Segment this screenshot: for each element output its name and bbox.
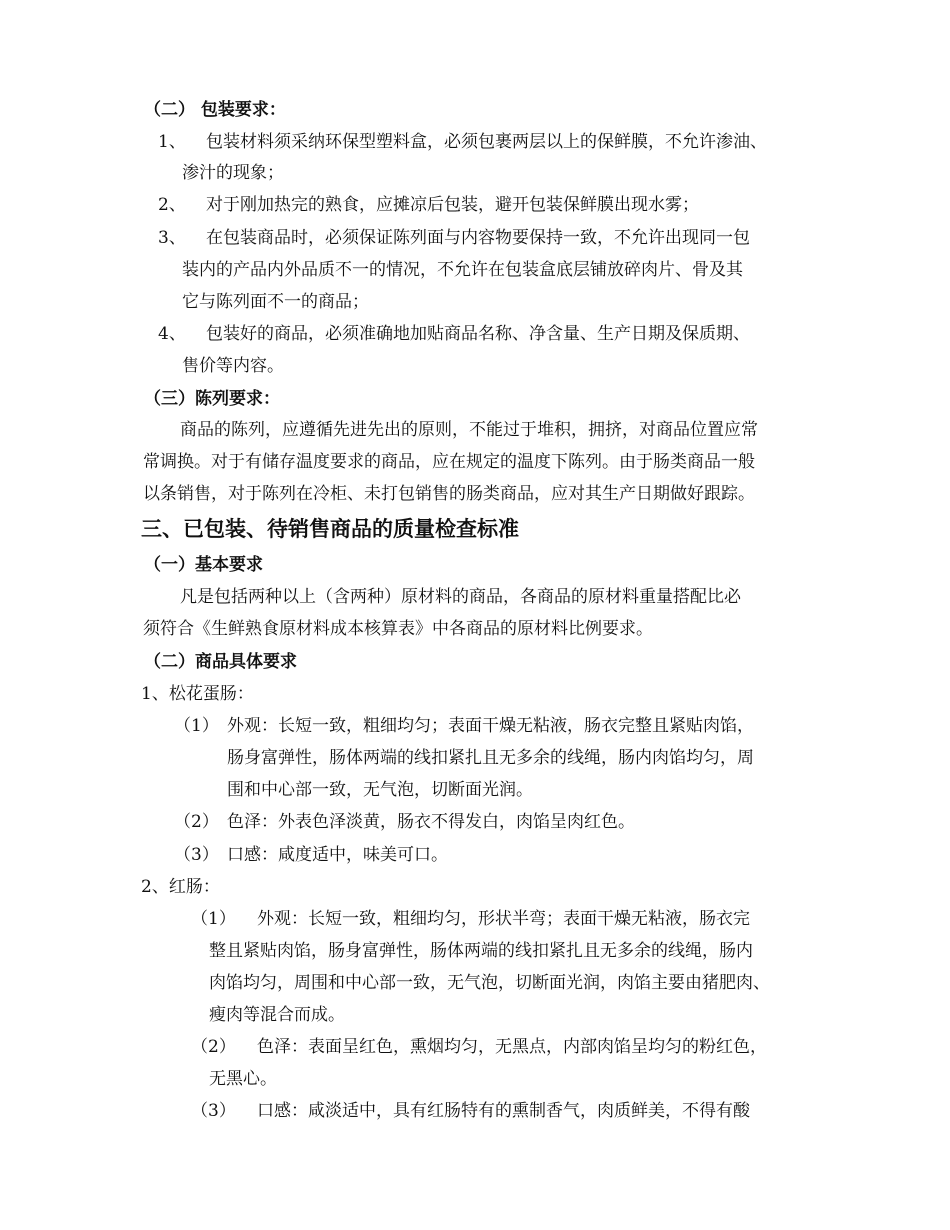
paragraph-line: 肉馅均匀，周围和中心部一致，无气泡，切断面光润，肉馅主要由猪肥肉、 (209, 973, 770, 993)
item-number: 3、 (158, 228, 186, 248)
item-number: 2、 (158, 195, 186, 215)
paragraph-line: 外观：长短一致，粗细均匀，形状半弯；表面干燥无粘液，肠衣完 (257, 909, 750, 929)
paragraph-line: 整且紧贴肉馅，肠身富弹性，肠体两端的线扣紧扎且无多余的线绳，肠内 (209, 941, 753, 961)
paragraph-line: 它与陈列面不一的商品； (182, 292, 369, 312)
paragraph-line: 须符合《生鲜熟食原材料成本核算表》中各商品的原材料比例要求。 (143, 619, 653, 639)
paragraph-line: 肠身富弹性，肠体两端的线扣紧扎且无多余的线绳，肠内肉馅均匀，周 (227, 748, 754, 768)
item-number: （2） (191, 1037, 236, 1057)
item-number: 1、 (158, 132, 186, 152)
product-title: 2、红肠： (141, 877, 220, 897)
paragraph-line: 商品的陈列，应遵循先进先出的原则，不能过于堆积，拥挤，对商品位置应常 (180, 420, 758, 440)
paragraph-line: 无黑心。 (209, 1069, 277, 1089)
paragraph-line: 围和中心部一致，无气泡，切断面光润。 (227, 780, 533, 800)
paragraph-line: 渗汁的现象； (182, 163, 284, 183)
paragraph-line: 口感：咸度适中，味美可口。 (227, 845, 448, 865)
paragraph-line: 外观：长短一致，粗细均匀；表面干燥无粘液，肠衣完整且紧贴肉馅， (227, 716, 754, 736)
paragraph-line: 色泽：表面呈红色，熏烟均匀，无黑点，内部肉馅呈均匀的粉红色， (257, 1037, 767, 1057)
item-number: （3） (174, 845, 219, 865)
paragraph-line: 在包装商品时，必须保证陈列面与内容物要保持一致，不允许出现同一包 (206, 228, 750, 248)
section-heading-specific: （二）商品具体要求 (144, 652, 297, 672)
paragraph-line: 常调换。对于有储存温度要求的商品，应在规定的温度下陈列。由于肠类商品一般 (143, 452, 755, 472)
paragraph-line: 以条销售，对于陈列在冷柜、未打包销售的肠类商品，应对其生产日期做好跟踪。 (143, 484, 755, 504)
paragraph-line: 售价等内容。 (182, 356, 284, 376)
paragraph-line: 包装好的商品，必须准确地加贴商品名称、净含量、生产日期及保质期、 (206, 324, 750, 344)
section-heading-packaging: （二） 包装要求： (144, 100, 286, 120)
item-number: 4、 (158, 324, 186, 344)
item-number: （1） (191, 909, 236, 929)
section-heading-display: （三）陈列要求： (144, 389, 280, 409)
item-number: （2） (174, 812, 219, 832)
paragraph-line: 包装材料须采纳环保型塑料盒，必须包裹两层以上的保鲜膜，不允许渗油、 (206, 132, 767, 152)
chapter-title: 三、已包装、待销售商品的质量检查标准 (141, 516, 519, 541)
paragraph-line: 凡是包括两种以上（含两种）原材料的商品，各商品的原材料重量搭配比必 (180, 587, 741, 607)
paragraph-line: 色泽：外表色泽淡黄，肠衣不得发白，肉馅呈肉红色。 (227, 812, 635, 832)
paragraph-line: 对于刚加热完的熟食，应摊凉后包装，避开包装保鲜膜出现水雾； (206, 195, 699, 215)
item-number: （1） (174, 716, 219, 736)
product-title: 1、松花蛋肠： (141, 684, 254, 704)
item-number: （3） (191, 1101, 236, 1121)
section-heading-basic: （一）基本要求 (144, 555, 263, 575)
paragraph-line: 口感：咸淡适中，具有红肠特有的熏制香气，肉质鲜美，不得有酸 (257, 1101, 750, 1121)
paragraph-line: 瘦肉等混合而成。 (209, 1005, 345, 1025)
paragraph-line: 装内的产品内外品质不一的情况，不允许在包装盒底层铺放碎肉片、骨及其 (182, 260, 743, 280)
